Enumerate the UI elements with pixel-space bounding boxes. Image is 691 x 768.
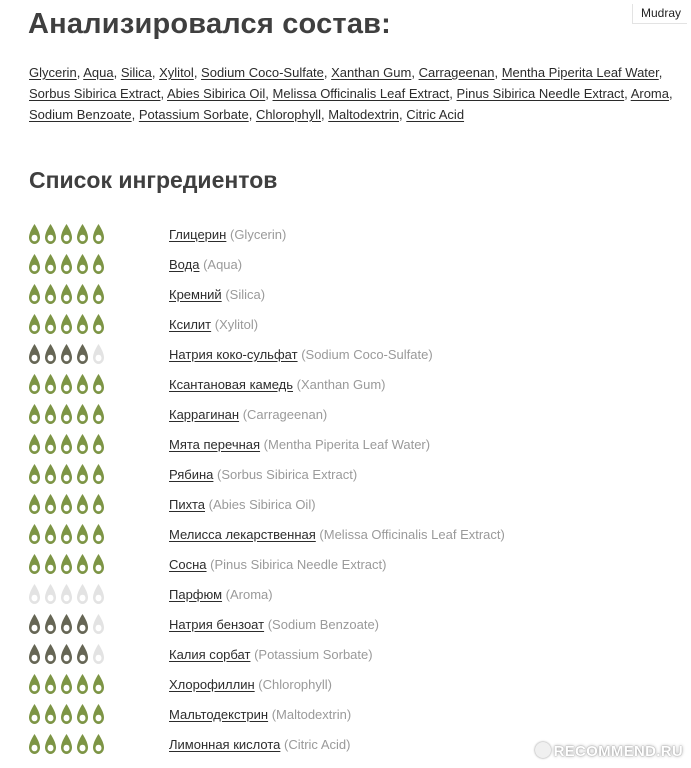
drop-filled-icon: [92, 703, 105, 725]
drop-filled-icon: [76, 403, 89, 425]
ingredient-link[interactable]: Калия сорбат: [169, 647, 251, 662]
ingredient-name: [169, 257, 242, 272]
drop-filled-icon: [92, 523, 105, 545]
drop-filled-icon: [44, 733, 57, 755]
drop-filled-icon: [92, 733, 105, 755]
ingredient-latin-name: (Sorbus Sibirica Extract): [217, 467, 358, 482]
drop-filled-icon: [44, 223, 57, 245]
ingredient-name: [169, 377, 386, 392]
ingredient-link[interactable]: Ксилит: [169, 317, 212, 332]
drop-filled-icon: [28, 403, 41, 425]
composition-item[interactable]: Maltodextrin: [328, 107, 400, 122]
drop-filled-icon: [28, 523, 41, 545]
ingredient-row: [0, 670, 691, 700]
ingredient-latin-name: (Aroma): [225, 587, 273, 602]
ingredient-link[interactable]: Натрия бензоат: [169, 617, 265, 632]
drop-filled-icon: [44, 463, 57, 485]
ingredient-name: [169, 647, 373, 662]
drop-filled-icon: [92, 313, 105, 335]
ingredient-link[interactable]: Сосна: [169, 557, 207, 572]
safety-rating: [28, 223, 105, 245]
ingredient-row: [0, 700, 691, 730]
ingredient-name: [169, 677, 332, 692]
safety-rating: [28, 523, 105, 545]
drop-filled-icon: [76, 373, 89, 395]
composition-item[interactable]: Silica: [120, 65, 152, 80]
drop-filled-icon: [28, 283, 41, 305]
ingredient-latin-name: (Glycerin): [229, 227, 287, 242]
composition-item[interactable]: Potassium Sorbate: [138, 107, 249, 122]
drop-filled-icon: [60, 703, 73, 725]
drop-filled-icon: [28, 673, 41, 695]
drop-filled-icon: [92, 433, 105, 455]
drop-filled-icon: [44, 613, 57, 635]
drop-filled-icon: [44, 433, 57, 455]
ingredient-name: [169, 497, 316, 512]
drop-filled-icon: [92, 403, 105, 425]
safety-rating: [28, 253, 105, 275]
ingredient-latin-name: (Aqua): [203, 257, 243, 272]
ingredient-row: [0, 490, 691, 520]
drop-filled-icon: [60, 343, 73, 365]
ingredient-name: [169, 557, 386, 572]
drop-filled-icon: [76, 613, 89, 635]
ingredient-link[interactable]: Мальтодекстрин: [169, 707, 269, 722]
ingredient-latin-name: (Xylitol): [214, 317, 259, 332]
drop-filled-icon: [28, 373, 41, 395]
ingredient-latin-name: (Mentha Piperita Leaf Water): [263, 437, 431, 452]
composition-item[interactable]: Sodium Coco-Sulfate: [201, 65, 324, 80]
safety-rating: [28, 493, 105, 515]
drop-filled-icon: [76, 553, 89, 575]
drop-empty-icon: [92, 613, 105, 635]
safety-rating: [28, 283, 105, 305]
drop-filled-icon: [60, 613, 73, 635]
drop-filled-icon: [44, 313, 57, 335]
safety-rating: [28, 343, 105, 365]
ingredient-latin-name: (Xanthan Gum): [296, 377, 386, 392]
ingredient-row: [0, 580, 691, 610]
ingredient-link[interactable]: Натрия коко-сульфат: [169, 347, 298, 362]
drop-filled-icon: [28, 433, 41, 455]
drop-filled-icon: [44, 523, 57, 545]
drop-filled-icon: [28, 253, 41, 275]
drop-filled-icon: [92, 673, 105, 695]
composition-item[interactable]: Xylitol: [159, 65, 194, 80]
ingredient-row: [0, 460, 691, 490]
drop-filled-icon: [44, 373, 57, 395]
drop-filled-icon: [60, 553, 73, 575]
drop-empty-icon: [44, 583, 57, 605]
ingredient-link[interactable]: Мелисса лекарственная: [169, 527, 316, 542]
composition-list: Glycerin, Aqua, Silica, Xylitol, Sodium Coco-Sulfate, Xanthan Gum, Carrageenan, Mentha Piperita Leaf Water, Sorbus Sibirica Extract, Abies Sibirica Oil, Melissa Officinalis Leaf Extract, Pinus Sibirica Needle Extract, Aroma, Sodium Benzoate, Potassium Sorbate, Chlorophyll, Maltodextrin, Citric Acid: [29, 65, 673, 122]
safety-rating: [28, 373, 105, 395]
ingredient-row: [0, 340, 691, 370]
drop-filled-icon: [44, 343, 57, 365]
ingredient-row: [0, 370, 691, 400]
ingredient-latin-name: (Abies Sibirica Oil): [208, 497, 316, 512]
drop-filled-icon: [76, 493, 89, 515]
ingredient-link[interactable]: Ксантановая камедь: [169, 377, 294, 392]
ingredient-name: [169, 317, 258, 332]
ingredient-latin-name: (Chlorophyll): [258, 677, 332, 692]
drop-filled-icon: [76, 313, 89, 335]
drop-filled-icon: [92, 553, 105, 575]
drop-filled-icon: [76, 283, 89, 305]
ingredient-latin-name: (Sodium Coco-Sulfate): [301, 347, 433, 362]
drop-filled-icon: [76, 523, 89, 545]
drop-empty-icon: [28, 583, 41, 605]
drop-filled-icon: [28, 223, 41, 245]
ingredient-latin-name: (Silica): [225, 287, 266, 302]
drop-filled-icon: [28, 463, 41, 485]
ingredient-link[interactable]: Кремний: [169, 287, 222, 302]
drop-empty-icon: [92, 643, 105, 665]
ingredient-row: [0, 280, 691, 310]
ingredient-name: [169, 617, 379, 632]
safety-rating: [28, 673, 105, 695]
drop-filled-icon: [92, 253, 105, 275]
brand-label[interactable]: Mudray: [632, 4, 687, 24]
drop-filled-icon: [60, 253, 73, 275]
drop-filled-icon: [60, 673, 73, 695]
ingredient-row: [0, 550, 691, 580]
composition-item[interactable]: Mentha Piperita Leaf Water: [501, 65, 659, 80]
ingredient-latin-name: (Sodium Benzoate): [267, 617, 379, 632]
drop-filled-icon: [92, 373, 105, 395]
ingredient-latin-name: (Pinus Sibirica Needle Extract): [210, 557, 387, 572]
drop-filled-icon: [76, 223, 89, 245]
ingredient-name: [169, 527, 505, 542]
drop-filled-icon: [44, 403, 57, 425]
ingredient-name: [169, 587, 273, 602]
drop-filled-icon: [44, 493, 57, 515]
ingredient-name: [169, 227, 286, 242]
drop-filled-icon: [92, 463, 105, 485]
drop-filled-icon: [28, 343, 41, 365]
ingredient-row: [0, 610, 691, 640]
drop-filled-icon: [28, 493, 41, 515]
drop-filled-icon: [44, 283, 57, 305]
drop-empty-icon: [92, 583, 105, 605]
drop-filled-icon: [28, 733, 41, 755]
drop-empty-icon: [92, 343, 105, 365]
composition-item[interactable]: Aqua: [83, 65, 114, 80]
ingredient-latin-name: (Melissa Officinalis Leaf Extract): [319, 527, 505, 542]
drop-filled-icon: [92, 223, 105, 245]
composition-item[interactable]: Aroma: [630, 86, 669, 101]
ingredient-link[interactable]: Парфюм: [169, 587, 223, 602]
drop-filled-icon: [28, 313, 41, 335]
drop-filled-icon: [60, 493, 73, 515]
composition-item[interactable]: Sorbus Sibirica Extract: [29, 86, 161, 101]
safety-rating: [28, 733, 105, 755]
safety-rating: [28, 643, 105, 665]
safety-rating: [28, 313, 105, 335]
safety-rating: [28, 403, 105, 425]
composition-item[interactable]: Chlorophyll: [255, 107, 321, 122]
composition-item[interactable]: Glycerin: [29, 65, 77, 80]
composition-item[interactable]: Xanthan Gum: [331, 65, 412, 80]
drop-filled-icon: [28, 643, 41, 665]
composition-item[interactable]: Melissa Officinalis Leaf Extract: [272, 86, 450, 101]
recommend-logo-icon: [535, 742, 551, 758]
drop-filled-icon: [44, 703, 57, 725]
ingredient-row: [0, 430, 691, 460]
ingredient-row: [0, 250, 691, 280]
ingredient-link[interactable]: Пихта: [169, 497, 205, 512]
ingredient-latin-name: (Potassium Sorbate): [254, 647, 373, 662]
ingredient-row: [0, 400, 691, 430]
drop-filled-icon: [28, 703, 41, 725]
composition-item[interactable]: Abies Sibirica Oil: [167, 86, 266, 101]
drop-filled-icon: [28, 553, 41, 575]
ingredient-name: [169, 287, 265, 302]
ingredients-list-title: Список ингредиентов: [29, 167, 278, 193]
drop-filled-icon: [76, 673, 89, 695]
drop-filled-icon: [60, 373, 73, 395]
drop-filled-icon: [92, 283, 105, 305]
ingredient-latin-name: (Carrageenan): [242, 407, 328, 422]
drop-filled-icon: [44, 253, 57, 275]
ingredient-latin-name: (Citric Acid): [284, 737, 351, 752]
ingredient-name: [169, 407, 327, 422]
ingredient-link[interactable]: Рябина: [169, 467, 214, 482]
safety-rating: [28, 463, 105, 485]
drop-filled-icon: [60, 283, 73, 305]
ingredient-latin-name: (Maltodextrin): [271, 707, 352, 722]
ingredient-row: [0, 220, 691, 250]
drop-filled-icon: [76, 463, 89, 485]
drop-filled-icon: [92, 493, 105, 515]
drop-filled-icon: [76, 703, 89, 725]
ingredient-name: [169, 467, 357, 482]
ingredient-name: [169, 347, 433, 362]
ingredient-link[interactable]: Каррагинан: [169, 407, 240, 422]
ingredient-row: [0, 640, 691, 670]
drop-filled-icon: [60, 733, 73, 755]
drop-filled-icon: [60, 313, 73, 335]
drop-filled-icon: [60, 523, 73, 545]
drop-filled-icon: [60, 223, 73, 245]
safety-rating: [28, 433, 105, 455]
drop-filled-icon: [60, 433, 73, 455]
ingredient-row: [0, 310, 691, 340]
ingredient-link[interactable]: Лимонная кислота: [169, 737, 281, 752]
ingredient-name: [169, 737, 350, 752]
drop-filled-icon: [76, 643, 89, 665]
drop-empty-icon: [60, 583, 73, 605]
drop-filled-icon: [44, 643, 57, 665]
ingredient-name: [169, 437, 430, 452]
composition-item[interactable]: Citric Acid: [406, 107, 465, 122]
ingredient-name: [169, 707, 351, 722]
drop-filled-icon: [76, 733, 89, 755]
drop-filled-icon: [60, 643, 73, 665]
ingredient-link[interactable]: Хлорофиллин: [169, 677, 255, 692]
ingredient-row: [0, 520, 691, 550]
composition-item[interactable]: Carrageenan: [418, 65, 495, 80]
drop-filled-icon: [76, 343, 89, 365]
drop-filled-icon: [76, 253, 89, 275]
safety-rating: [28, 553, 105, 575]
ingredient-link[interactable]: Глицерин: [169, 227, 227, 242]
ingredient-link[interactable]: Вода: [169, 257, 200, 272]
safety-rating: [28, 703, 105, 725]
safety-rating: [28, 583, 105, 605]
composition-item[interactable]: Pinus Sibirica Needle Extract: [456, 86, 625, 101]
ingredient-link[interactable]: Мята перечная: [169, 437, 261, 452]
composition-item[interactable]: Sodium Benzoate: [29, 107, 132, 122]
page-title: Анализировался состав:: [28, 8, 392, 40]
drop-filled-icon: [76, 433, 89, 455]
drop-empty-icon: [76, 583, 89, 605]
recommend-watermark: [535, 742, 683, 760]
drop-filled-icon: [28, 613, 41, 635]
safety-rating: [28, 613, 105, 635]
drop-filled-icon: [60, 403, 73, 425]
drop-filled-icon: [60, 463, 73, 485]
watermark-text: RECOMMEND.RU: [553, 743, 683, 760]
drop-filled-icon: [44, 673, 57, 695]
drop-filled-icon: [44, 553, 57, 575]
ingredients-list: [0, 220, 691, 760]
